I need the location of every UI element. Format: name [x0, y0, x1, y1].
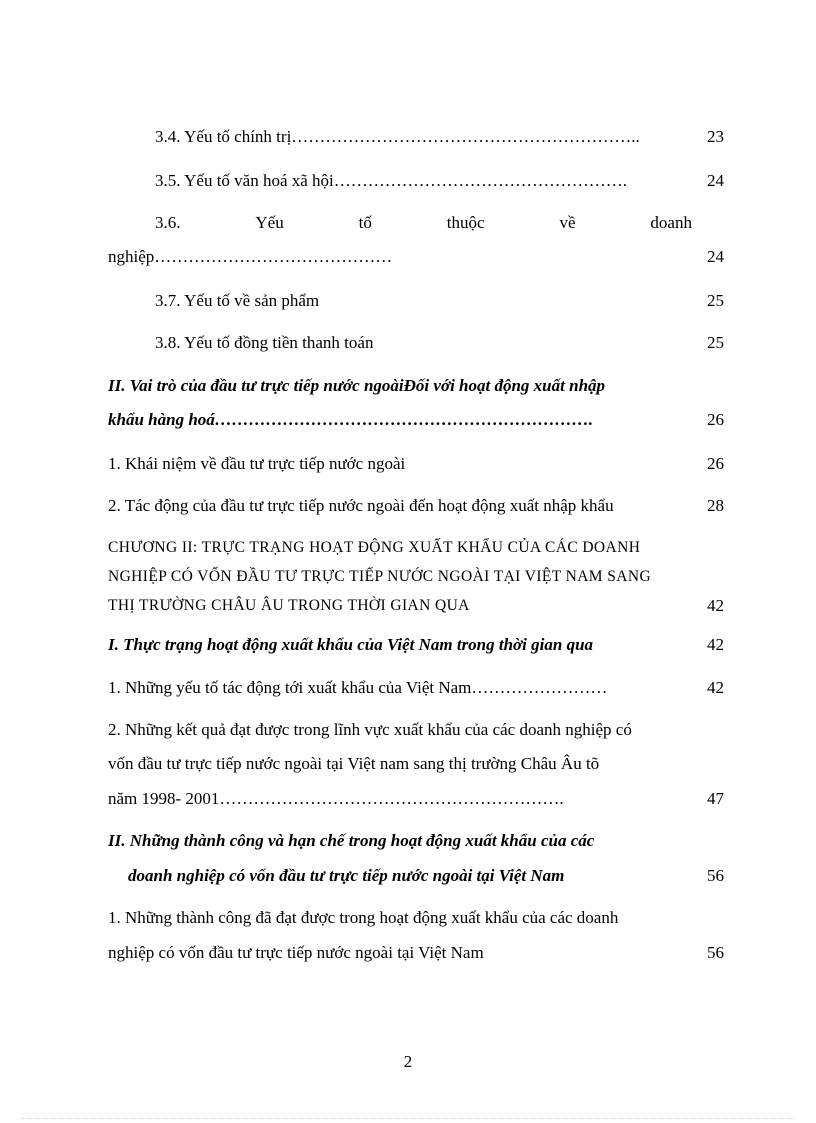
toc-chapter-ii-cont: NGHIỆP CÓ VỐN ĐẦU TƯ TRỰC TIẾP NƯỚC NGOÀI TẠI VIỆT NAM SANG: [108, 568, 652, 585]
toc-entry-3-7: 3.7. Yếu tố về sản phẩm: [155, 291, 320, 310]
toc-section-ii-role-cont: khẩu hàng hoá………………………………………………………….: [108, 410, 594, 429]
toc-word: tố: [358, 213, 372, 232]
toc-page: 42: [707, 635, 724, 654]
toc-chapter-ii-cont: THỊ TRƯỜNG CHÂU ÂU TRONG THỜI GIAN QUA: [108, 597, 470, 614]
toc-word: thuộc: [446, 213, 485, 232]
toc-entry-factors: 1. Những yếu tố tác động tới xuất khẩu của Việt Nam……………………: [108, 678, 608, 697]
toc-word: về: [559, 213, 576, 232]
toc-page: 26: [707, 410, 724, 429]
toc-section-ii-role: II. Vai trò của đầu tư trực tiếp nước ngoàiĐối với hoạt động xuất nhập: [108, 376, 606, 395]
toc-entry-3-6-cont: nghiệp……………………………………: [108, 247, 393, 266]
toc-word: doanh: [650, 213, 692, 232]
page-number: 2: [403, 1052, 413, 1071]
toc-section-ii-success-cont: doanh nghiệp có vốn đầu tư trực tiếp nước ngoài tại Việt Nam: [128, 866, 565, 885]
toc-entry-concept: 1. Khái niệm về đầu tư trực tiếp nước ngoài: [108, 454, 406, 473]
toc-entry-3-5: 3.5. Yếu tố văn hoá xã hội…………………………………………….: [155, 171, 628, 190]
toc-entry-results: 2. Những kết quả đạt được trong lĩnh vực xuất khẩu của các doanh nghiệp có: [108, 720, 632, 739]
toc-page: 56: [707, 866, 724, 885]
toc-page: 56: [707, 943, 724, 962]
toc-page: 42: [707, 678, 724, 697]
toc-page: 28: [707, 496, 724, 515]
toc-entry-3-6: [155, 212, 692, 234]
toc-entry-achievements-cont: nghiệp có vốn đầu tư trực tiếp nước ngoài tại Việt Nam: [108, 943, 484, 962]
toc-page: 24: [707, 171, 724, 190]
toc-page: 25: [707, 291, 724, 310]
toc-word: 3.6.: [155, 213, 181, 232]
toc-entry-achievements: 1. Những thành công đã đạt được trong hoạt động xuất khẩu của các doanh: [108, 908, 619, 927]
toc-page: 47: [707, 789, 724, 808]
toc-page: 23: [707, 127, 724, 146]
page-bottom-rule: [22, 1118, 794, 1119]
toc-section-ii-success: II. Những thành công và hạn chế trong hoạt động xuất khẩu của các: [108, 831, 595, 850]
toc-page: 26: [707, 454, 724, 473]
toc-entry-results-cont: vốn đầu tư trực tiếp nước ngoài tại Việt nam sang thị trường Châu Âu tõ: [108, 754, 600, 773]
toc-entry-3-8: 3.8. Yếu tố đồng tiền thanh toán: [155, 333, 374, 352]
toc-section-i-status: I. Thực trạng hoạt động xuất khẩu của Việt Nam trong thời gian qua: [108, 635, 594, 654]
toc-word: Yếu: [255, 213, 284, 232]
toc-page: 24: [707, 247, 724, 266]
toc-entry-results-cont: năm 1998- 2001…………………………………………………….: [108, 789, 564, 808]
toc-page: 25: [707, 333, 724, 352]
toc-chapter-ii: CHƯƠNG II: TRỰC TRẠNG HOẠT ĐỘNG XUẤT KHẨU CỦA CÁC DOANH: [108, 539, 641, 556]
toc-page: 42: [707, 596, 724, 615]
toc-entry-3-4: 3.4. Yếu tố chính trị……………………………………………………..: [155, 127, 640, 146]
toc-entry-impact: 2. Tác động của đầu tư trực tiếp nước ngoài đến hoạt động xuất nhập khẩu: [108, 496, 614, 515]
